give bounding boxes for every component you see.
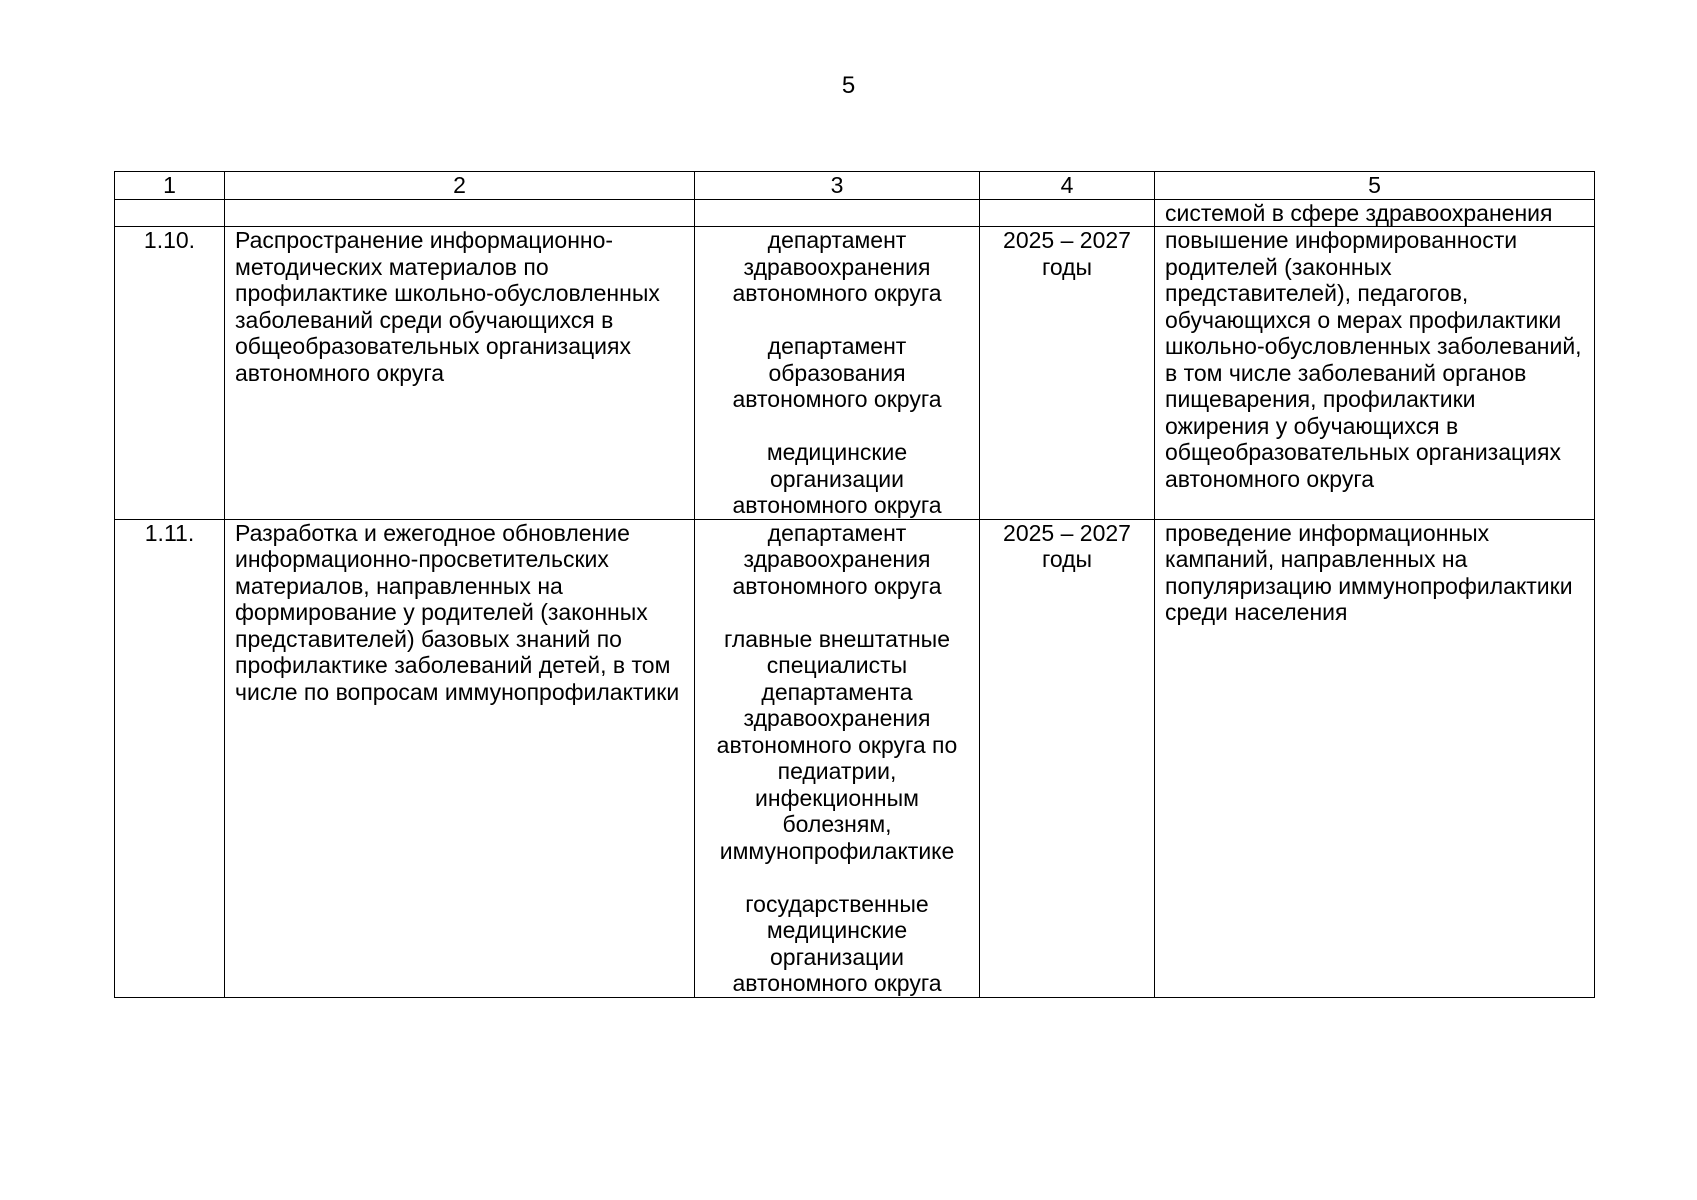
responsible-executors: департамент здравоохранения автономного округа департамент образования автономного округа медицинские организации автономного округа [695,227,980,520]
continuation-result-cell: системой в сфере здравоохранения [1155,199,1595,227]
item-number: 1.11. [115,519,225,997]
continuation-cell-2 [225,199,695,227]
column-number-1: 1 [115,172,225,200]
column-number-3: 3 [695,172,980,200]
continuation-row [115,199,1595,227]
column-number-5: 5 [1155,172,1595,200]
measure-name: Распространение информационно-методических материалов по профилактике школьно-обусловленных заболеваний среди обучающихся в общеобразовательных организациях автономного округа [225,227,695,520]
implementation-period: 2025 – 2027 годы [980,227,1155,520]
measure-name: Разработка и ежегодное обновление информационно-просветительских материалов, направленных на формирование у родителей (законных представителей) базовых знаний по профилактике заболеваний детей, в том числе по вопросам иммунопрофилактики [225,519,695,997]
table-header-row [115,172,1595,200]
page-number: 5 [841,72,856,99]
item-number: 1.10. [115,227,225,520]
implementation-period: 2025 – 2027 годы [980,519,1155,997]
measures-table [114,171,1595,998]
continuation-cell-4 [980,199,1155,227]
table-row [115,519,1595,997]
table-row [115,227,1595,520]
continuation-cell-1 [115,199,225,227]
responsible-executors: департамент здравоохранения автономного округа главные внештатные специалисты департамента здравоохранения автономного округа по педиатрии, инфекционным болезням, иммунопрофилактике государственные медицинские организации автономного округа [695,519,980,997]
column-number-2: 2 [225,172,695,200]
expected-result: повышение информированности родителей (законных представителей), педагогов, обучающихся о мерах профилактики школьно-обусловленных заболеваний, в том числе заболеваний органов пищеварения, профилактики ожирения у обучающихся в общеобразовательных организациях автономного округа [1155,227,1595,520]
continuation-cell-3 [695,199,980,227]
column-number-4: 4 [980,172,1155,200]
expected-result: проведение информационных кампаний, направленных на популяризацию иммунопрофилактики среди населения [1155,519,1595,997]
